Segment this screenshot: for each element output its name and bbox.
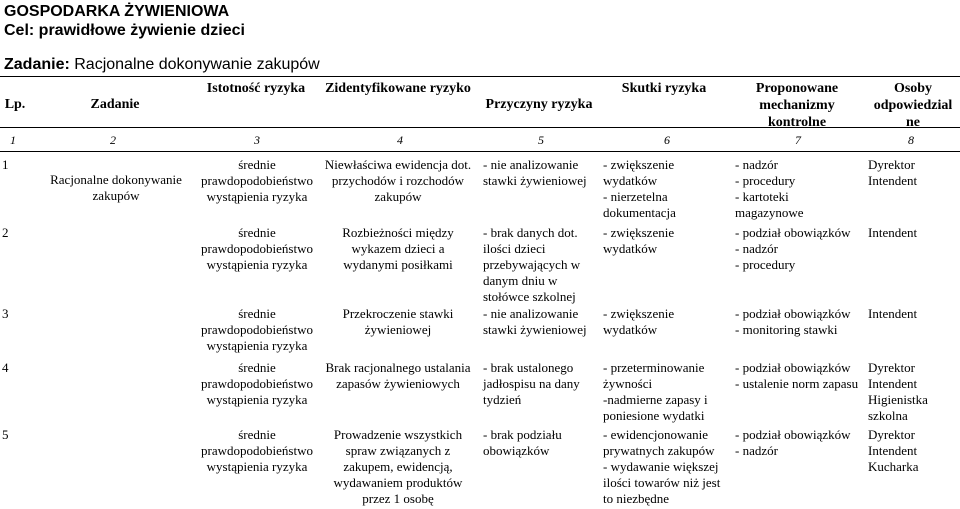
column-number-1: 1 (10, 133, 16, 147)
row-1-osoby: Dyrektor Intendent (868, 157, 918, 188)
row-2-skutki: - zwiększenie wydatków (603, 225, 675, 256)
row-2-mechanizmy: - podział obowiązków - nadzór - procedury (735, 225, 851, 272)
row-4-mechanizmy: - podział obowiązków - ustalenie norm zapasu (735, 360, 859, 391)
row-5-istotnosc: średnie prawdopodobieństwo wystąpienia ryzyka (201, 427, 313, 474)
document-goal: Cel: prawidłowe żywienie dzieci (4, 22, 245, 39)
row-4-przyczyny: - brak ustalonego jadłospisu na dany tydzień (483, 360, 580, 407)
row-4-osoby: Dyrektor Intendent Higienistka szkolna (868, 360, 928, 423)
header-osoby: Osoby odpowiedzial ne (873, 81, 953, 130)
row-1-mechanizmy: - nadzór - procedury - kartoteki magazynowe (735, 157, 804, 220)
column-number-8: 8 (908, 133, 914, 147)
column-number-5: 5 (538, 133, 544, 147)
row-1-lp: 1 (2, 157, 9, 172)
document-title: GOSPODARKA ŻYWIENIOWA (4, 3, 230, 20)
row-1-skutki: - zwiększenie wydatków - nierzetelna dokumentacja (603, 157, 676, 220)
header-lp: Lp. (4, 97, 26, 112)
row-1-przyczyny: - nie analizowanie stawki żywieniowej (483, 157, 587, 188)
row-2-istotnosc: średnie prawdopodobieństwo wystąpienia ryzyka (201, 225, 313, 272)
row-5-przyczyny: - brak podziału obowiązków (483, 427, 562, 458)
row-3-mechanizmy: - podział obowiązków - monitoring stawki (735, 306, 851, 337)
header-zidentyfikowane: Zidentyfikowane ryzyko (325, 81, 471, 96)
row-3-skutki: - zwiększenie wydatków (603, 306, 675, 337)
table-top-border (0, 76, 960, 77)
row-5-skutki: - ewidencjonowanie prywatnych zakupów - wydawanie większej ilości towarów niż jest to niezbędne (603, 427, 721, 506)
row-2-ryzyko: Rozbieżności między wykazem dzieci a wydanymi posiłkami (342, 225, 454, 272)
row-3-ryzyko: Przekroczenie stawki żywieniowej (342, 306, 454, 337)
task-value: Racjonalne dokonywanie zakupów (69, 56, 320, 73)
row-4-istotnosc: średnie prawdopodobieństwo wystąpienia ryzyka (201, 360, 313, 407)
row-1-ryzyko: Niewłaściwa ewidencja dot. przychodów i rozchodów zakupów (324, 157, 472, 204)
row-2-przyczyny: - brak danych dot. ilości dzieci przebywających w danym dniu w stołówce szkolnej (483, 225, 581, 304)
row-5-lp: 5 (2, 427, 9, 442)
row-5-osoby: Dyrektor Intendent Kucharka (868, 427, 919, 474)
row-1-istotnosc: średnie prawdopodobieństwo wystąpienia ryzyka (201, 157, 313, 204)
column-number-6: 6 (664, 133, 670, 147)
row-5-ryzyko: Prowadzenie wszystkich spraw związanych z zakupem, ewidencją, wydawaniem produktów przez 1 osobę (333, 427, 463, 506)
row-3-przyczyny: - nie analizowanie stawki żywieniowej (483, 306, 587, 337)
row-2-osoby: Intendent (868, 225, 918, 240)
row-3-lp: 3 (2, 306, 9, 321)
numbers-bottom-border (0, 151, 960, 152)
task-heading (4, 55, 320, 74)
row-5-mechanizmy: - podział obowiązków - nadzór (735, 427, 851, 458)
column-number-4: 4 (397, 133, 403, 147)
header-skutki: Skutki ryzyka (621, 81, 707, 96)
task-label: Zadanie: (4, 56, 70, 73)
header-istotnosc: Istotność ryzyka (206, 81, 306, 96)
row-2-lp: 2 (2, 225, 9, 240)
header-proponowane: Proponowane mechanizmy kontrolne (755, 81, 839, 130)
row-3-istotnosc: średnie prawdopodobieństwo wystąpienia ryzyka (201, 306, 313, 353)
header-przyczyny: Przyczyny ryzyka (485, 97, 593, 112)
row-3-osoby: Intendent (868, 306, 918, 321)
task-cell: Racjonalne dokonywanie zakupów (50, 172, 182, 203)
column-number-7: 7 (795, 133, 801, 147)
row-4-skutki: - przeterminowanie żywności -nadmierne zapasy i poniesione wydatki (603, 360, 708, 423)
column-number-2: 2 (110, 133, 116, 147)
header-zadanie: Zadanie (90, 97, 140, 112)
column-number-3: 3 (254, 133, 260, 147)
row-4-ryzyko: Brak racjonalnego ustalania zapasów żywieniowych (325, 360, 471, 391)
row-4-lp: 4 (2, 360, 9, 375)
